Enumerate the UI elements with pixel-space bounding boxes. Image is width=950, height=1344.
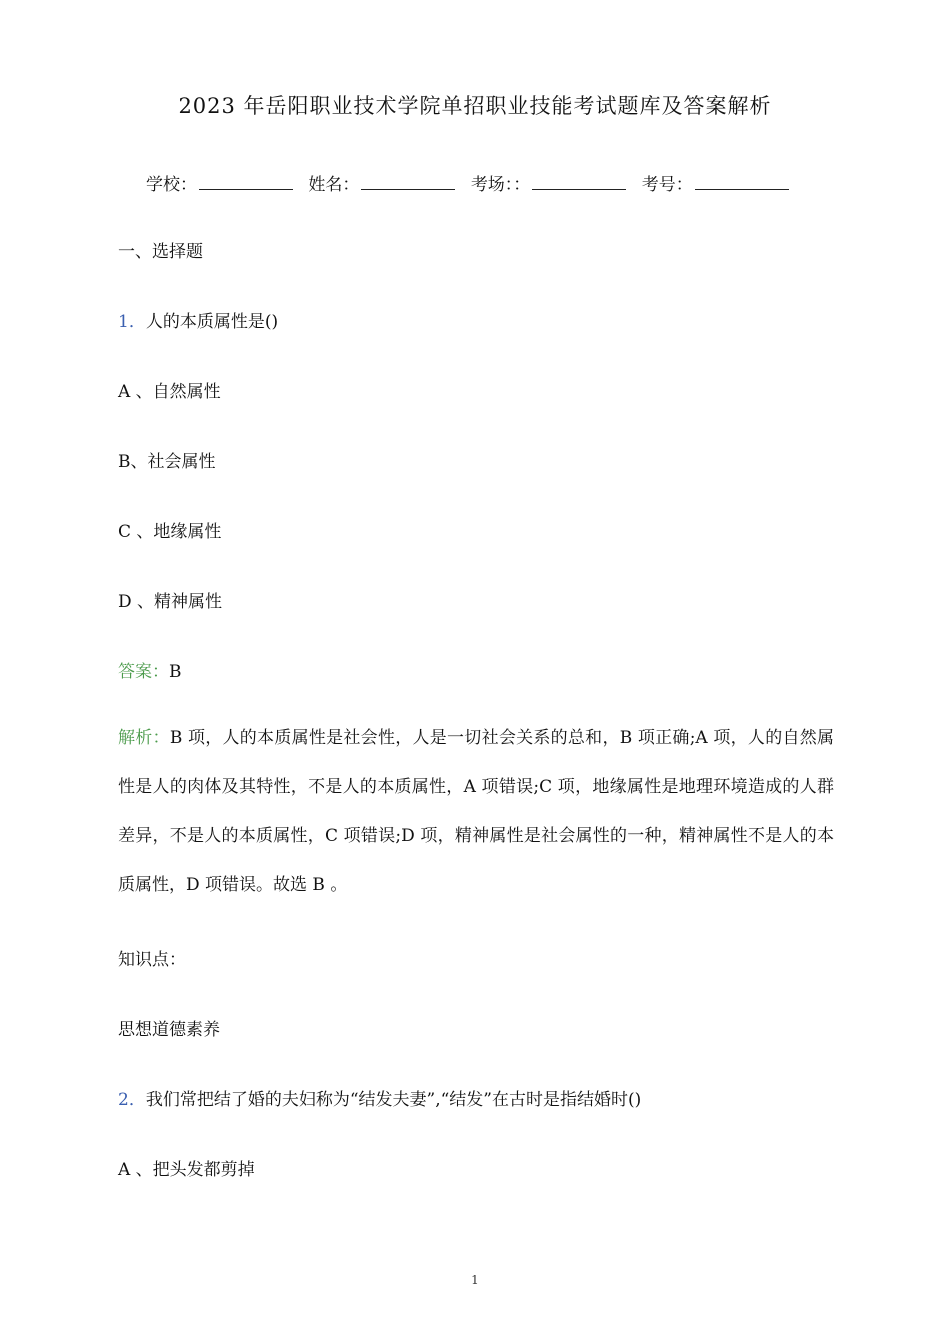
number-label: 考号： bbox=[641, 175, 693, 195]
section-heading: 一、选择题 bbox=[118, 242, 203, 262]
exam-info-row bbox=[146, 170, 799, 195]
question-2-number: 2． bbox=[118, 1090, 146, 1110]
answer-value: B bbox=[169, 662, 182, 682]
answer-label: 答案： bbox=[118, 662, 169, 682]
room-label: 考场：： bbox=[470, 175, 531, 195]
question-1 bbox=[118, 307, 278, 332]
school-field bbox=[146, 170, 293, 195]
question-1-option-c: C 、地缘属性 bbox=[118, 522, 222, 542]
room-blank bbox=[532, 175, 626, 190]
number-field bbox=[642, 170, 789, 195]
question-1-answer bbox=[118, 657, 182, 682]
knowledge-value: 思想道德素养 bbox=[118, 1020, 220, 1040]
name-blank bbox=[361, 175, 455, 190]
question-2-option-a: A 、把头发都剪掉 bbox=[118, 1160, 255, 1180]
question-1-analysis bbox=[118, 714, 834, 910]
document-title: 2023 年岳阳职业技术学院单招职业技能考试题库及答案解析 bbox=[178, 94, 772, 118]
question-2 bbox=[118, 1085, 641, 1110]
analysis-text: B 项，人的本质属性是社会性，人是一切社会关系的总和，B 项正确;A 项，人的自然属性是人的肉体及其特性，不是人的本质属性，A 项错误;C 项，地缘属性是地理环境造成的人群差异，不是人的本质属性，C 项错误;D 项，精神属性是社会属性的一种，精神属性不是人的本质属性，D 项错误。故选 B 。 bbox=[118, 728, 834, 895]
question-1-text: 人的本质属性是() bbox=[145, 312, 279, 332]
question-1-option-a: A 、自然属性 bbox=[118, 382, 221, 402]
school-blank bbox=[199, 175, 293, 190]
analysis-label: 解析： bbox=[118, 728, 170, 748]
page-number: 1 bbox=[471, 1273, 479, 1287]
school-label: 学校： bbox=[146, 175, 197, 195]
name-label: 姓名： bbox=[308, 175, 360, 195]
question-1-option-d: D 、精神属性 bbox=[118, 592, 223, 612]
number-blank bbox=[695, 175, 789, 190]
room-field bbox=[471, 170, 627, 195]
question-2-text: 我们常把结了婚的夫妇称为“结发夫妻”,“结发”在古时是指结婚时() bbox=[145, 1090, 642, 1110]
question-1-number: 1． bbox=[118, 312, 146, 332]
name-field bbox=[308, 170, 455, 195]
knowledge-label: 知识点： bbox=[118, 950, 186, 970]
question-1-option-b: B、社会属性 bbox=[118, 452, 216, 472]
